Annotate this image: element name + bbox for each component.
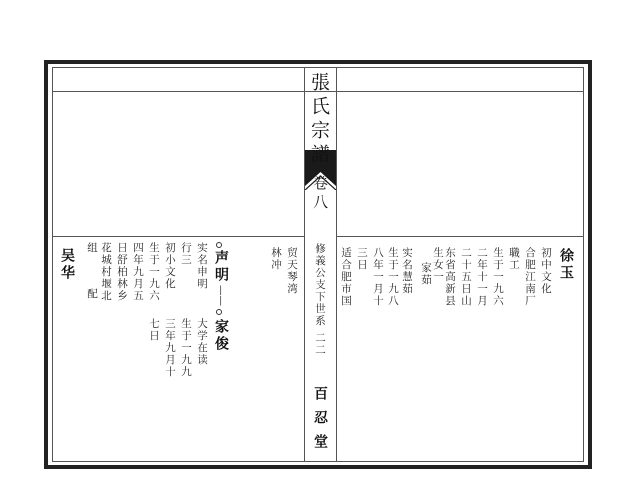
entry-line: 大学在读 [196,318,208,366]
genealogy-title: 張氏宗譜 [308,72,330,168]
spouse-name: 吴华 [59,248,75,282]
entry-line: 组 [86,242,98,254]
entry-line: 三日 [356,247,368,271]
spine-left-rule [304,67,305,462]
entry-line: 三年九月十 [164,318,176,378]
entry-line: 实名申明 [196,242,208,290]
entry-line: 生于一九八 [387,247,399,307]
entry-line: 八年一月十 [372,247,384,307]
entry-line: 初小文化 [164,242,176,290]
entry-line: 日舒柏林乡 [116,242,128,302]
right-mid-rule [336,236,584,237]
entry-line: 贸天琴湾 [286,247,298,295]
entry-line: 生于一九六 [492,247,504,307]
spouse-marker: 配 [86,288,98,300]
entry-line: 适合肥市国 [340,247,352,307]
entry-line: 生女一 [432,247,444,283]
entry-line: 七日 [148,318,160,342]
lineage-marker-circle [216,242,222,248]
entry-line: 初中文化 [540,247,552,295]
entry-line: 合肥江南厂 [524,247,536,307]
entry-line: 行三 [180,242,192,266]
page-number: 二二 [314,332,326,356]
person-name-shengming: 声明 [213,250,229,284]
person-name-xuyu: 徐玉 [558,248,574,282]
entry-line: 生于一九六 [148,242,160,302]
volume-label: 卷八 [311,175,329,213]
lineage-marker-circle [216,309,222,315]
left-mid-rule [52,236,304,237]
hall-name: 百忍堂 [312,386,328,458]
spine-right-rule [336,67,337,462]
person-name-jiajun: 家俊 [213,319,229,353]
entry-line: 二年十一月 [476,247,488,307]
entry-line: 实名慧茹 [401,247,413,295]
entry-line: 四年九月五 [132,242,144,302]
entry-line: 林冲 [270,247,282,271]
branch-label: 修義公支下世系 [314,243,326,327]
entry-line: 二十五日山 [460,247,472,307]
entry-line: 家茹 [420,262,432,286]
entry-line: 花城村堰北 [100,242,112,302]
entry-line: 东省高新县 [444,247,456,307]
lineage-connector: —— [215,285,227,306]
entry-line: 生于一九九 [180,318,192,378]
entry-line: 職工 [508,247,520,271]
